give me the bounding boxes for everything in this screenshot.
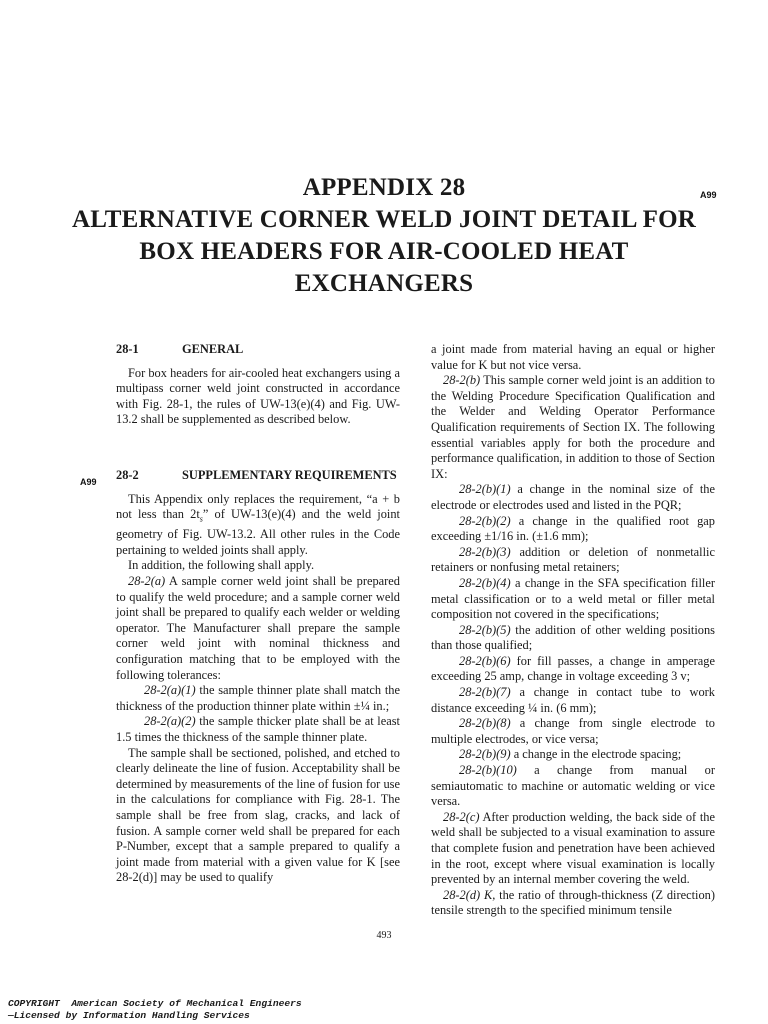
clause-ref: 28-2(b)(6) [459, 653, 511, 668]
clause-ref: 28-2(b)(1) [459, 482, 511, 497]
paragraph-28-2b1 [431, 482, 715, 513]
paragraph-28-2b [431, 373, 715, 482]
text-run: This Appendix only replaces the requirement, “a + b not less than 2t [116, 491, 400, 522]
paragraph-28-2b3 [431, 545, 715, 576]
page-number: 493 [376, 930, 392, 941]
footer-line-1: COPYRIGHT American Society of Mechanical Engineers [8, 998, 302, 1009]
clause-text: a change from single electrode to multiple electrodes, or vice versa; [431, 716, 715, 746]
clause-text: a change in the nominal size of the electrode or electrodes used and listed in the PQR; [431, 482, 715, 512]
paragraph-28-2b9 [431, 747, 715, 763]
clause-ref: 28-2(b)(10) [459, 763, 517, 778]
footer-line-2: —Licensed by Information Handling Services [8, 1010, 250, 1021]
paragraph-28-2a2 [116, 714, 400, 745]
clause-ref: 28-2(b)(8) [459, 716, 511, 731]
section-number: 28-1 [116, 342, 139, 356]
clause-text: a change in the qualified root gap exceeding ±1/16 in. (±1.6 mm); [431, 513, 715, 544]
left-column [116, 342, 400, 886]
clause-text: A sample corner weld joint shall be prepared to qualify the weld procedure; and a sample corner weld joint shall be prepared to qualify each welder or welding operator. The Manufacturer shall prepare the sample corner weld joint with nominal thickness and configuration matching that to be employed with the following tolerances: [116, 574, 400, 682]
copyright-footer [8, 998, 302, 1022]
clause-ref: 28-2(a) [128, 574, 166, 588]
section-heading-28-1 [116, 342, 400, 358]
title-line-1: APPENDIX 28 [302, 174, 466, 201]
clause-ref: 28-2(b)(7) [459, 685, 511, 700]
section-title: SUPPLEMENTARY REQUIREMENTS [182, 467, 397, 482]
text-run: ” of UW-13(e)(4) and the weld joint geometry of Fig. UW-13.2. All other rules in the Code pertaining to welded joints shall apply. [116, 507, 400, 557]
paragraph-28-2a1 [116, 683, 400, 714]
subscript: s [199, 514, 203, 524]
paragraph: In addition, the following shall apply. [128, 558, 315, 573]
clause-ref: 28-2(b)(2) [459, 513, 511, 528]
title-line-2: ALTERNATIVE CORNER WELD JOINT DETAIL FOR [71, 206, 697, 233]
general-paragraph: For box headers for air-cooled heat exchangers using a multipass corner weld joint constructed in accordance with Fig. 28-1, the rules of UW-13(e)(4) and Fig. UW-13.2 shall be supplemented as described below. [116, 365, 400, 427]
clause-text: a change from manual or semiautomatic to machine or automatic welding or vice versa. [431, 763, 715, 809]
clause-ref: 28-2(b)(9) [459, 747, 511, 762]
clause-ref: 28-2(a)(2) [144, 714, 196, 729]
paragraph-continued: a joint made from material having an equal or higher value for K but not vice versa. [431, 342, 715, 372]
clause-text: a change in the electrode spacing; [510, 747, 682, 762]
clause-text: the ratio of through-thickness (Z direction) tensile strength to the specified minimum tensile [431, 887, 715, 918]
paragraph-28-2b10 [431, 763, 715, 810]
clause-text: After production welding, the back side of the weld shall be subjected to a visual examination to assure that complete fusion and penetration have been achieved in the root, except where visual examination is locally prevented by an internal member covering the weld. [431, 809, 715, 887]
title-line-3: BOX HEADERS FOR AIR-COOLED HEAT [139, 238, 629, 265]
clause-ref: 28-2(a)(1) [144, 683, 196, 698]
clause-text: addition or deletion of nonmetallic retainers or nonfusing metal retainers; [431, 544, 715, 575]
clause-text: for fill passes, a change in amperage exceeding 25 amp, change in voltage exceeding 3 v; [431, 653, 715, 684]
clause-text: This sample corner weld joint is an addition to the Welding Procedure Specification Qualification and the Welder and Welding Operator Performance Qualification requirements of Section IX. The following essential variables apply for both the procedure and performance qualification, in addition to those of Section IX: [431, 373, 715, 481]
section-number: 28-2 [116, 467, 139, 482]
paragraph-28-2b7 [431, 685, 715, 716]
paragraph-28-2d [431, 888, 715, 919]
clause-ref: 28-2(b)(3) [459, 544, 511, 559]
paragraph: The sample shall be sectioned, polished, and etched to clearly delineate the line of fusion. Acceptability shall be determined by measurements of the line of fusion for use in the calculations for compliance with Fig. 28-1. The sample shall be free from slag, cracks, and lack of fusion. A sample corner weld shall be prepared for each P-Number, except that a sample prepared to qualify a joint made from material with a given value for K [see 28-2(d)] may be used to qualify [116, 745, 400, 885]
section-heading-28-2 [116, 468, 400, 484]
clause-ref: 28-2(c) [443, 809, 480, 824]
paragraph [116, 492, 400, 559]
paragraph-28-2b6 [431, 654, 715, 685]
title-line-4: EXCHANGERS [294, 270, 474, 297]
clause-ref: 28-2(b)(4) [459, 575, 511, 590]
clause-text: a change in the SFA specification filler metal classification or to a weld metal or filler metal composition not covered in the specifications; [431, 575, 715, 622]
paragraph-28-2c [431, 810, 715, 888]
appendix-title [0, 172, 768, 300]
clause-text: a change in contact tube to work distance exceeding ¼ in. (6 mm); [431, 685, 715, 715]
clause-text: the sample thicker plate shall be at least 1.5 times the thickness of the sample thinner plate. [116, 714, 400, 744]
clause-ref: 28-2(b) [443, 373, 481, 388]
paragraph-28-2b8 [431, 716, 715, 747]
paragraph-28-2b2 [431, 514, 715, 545]
paragraph-28-2a [116, 574, 400, 683]
revision-mark-section: A99 [80, 477, 97, 487]
section-title: GENERAL [182, 342, 244, 356]
right-column [431, 342, 715, 919]
paragraph-28-2b5 [431, 623, 715, 654]
clause-text: the sample thinner plate shall match the thickness of the production thinner plate within ±¼ in.; [116, 683, 400, 713]
clause-ref: 28-2(d) K, [443, 887, 496, 902]
clause-text: the addition of other welding positions than those qualified; [431, 622, 715, 653]
paragraph-28-2b4 [431, 576, 715, 623]
revision-mark-title: A99 [700, 190, 717, 200]
clause-ref: 28-2(b)(5) [459, 622, 511, 637]
